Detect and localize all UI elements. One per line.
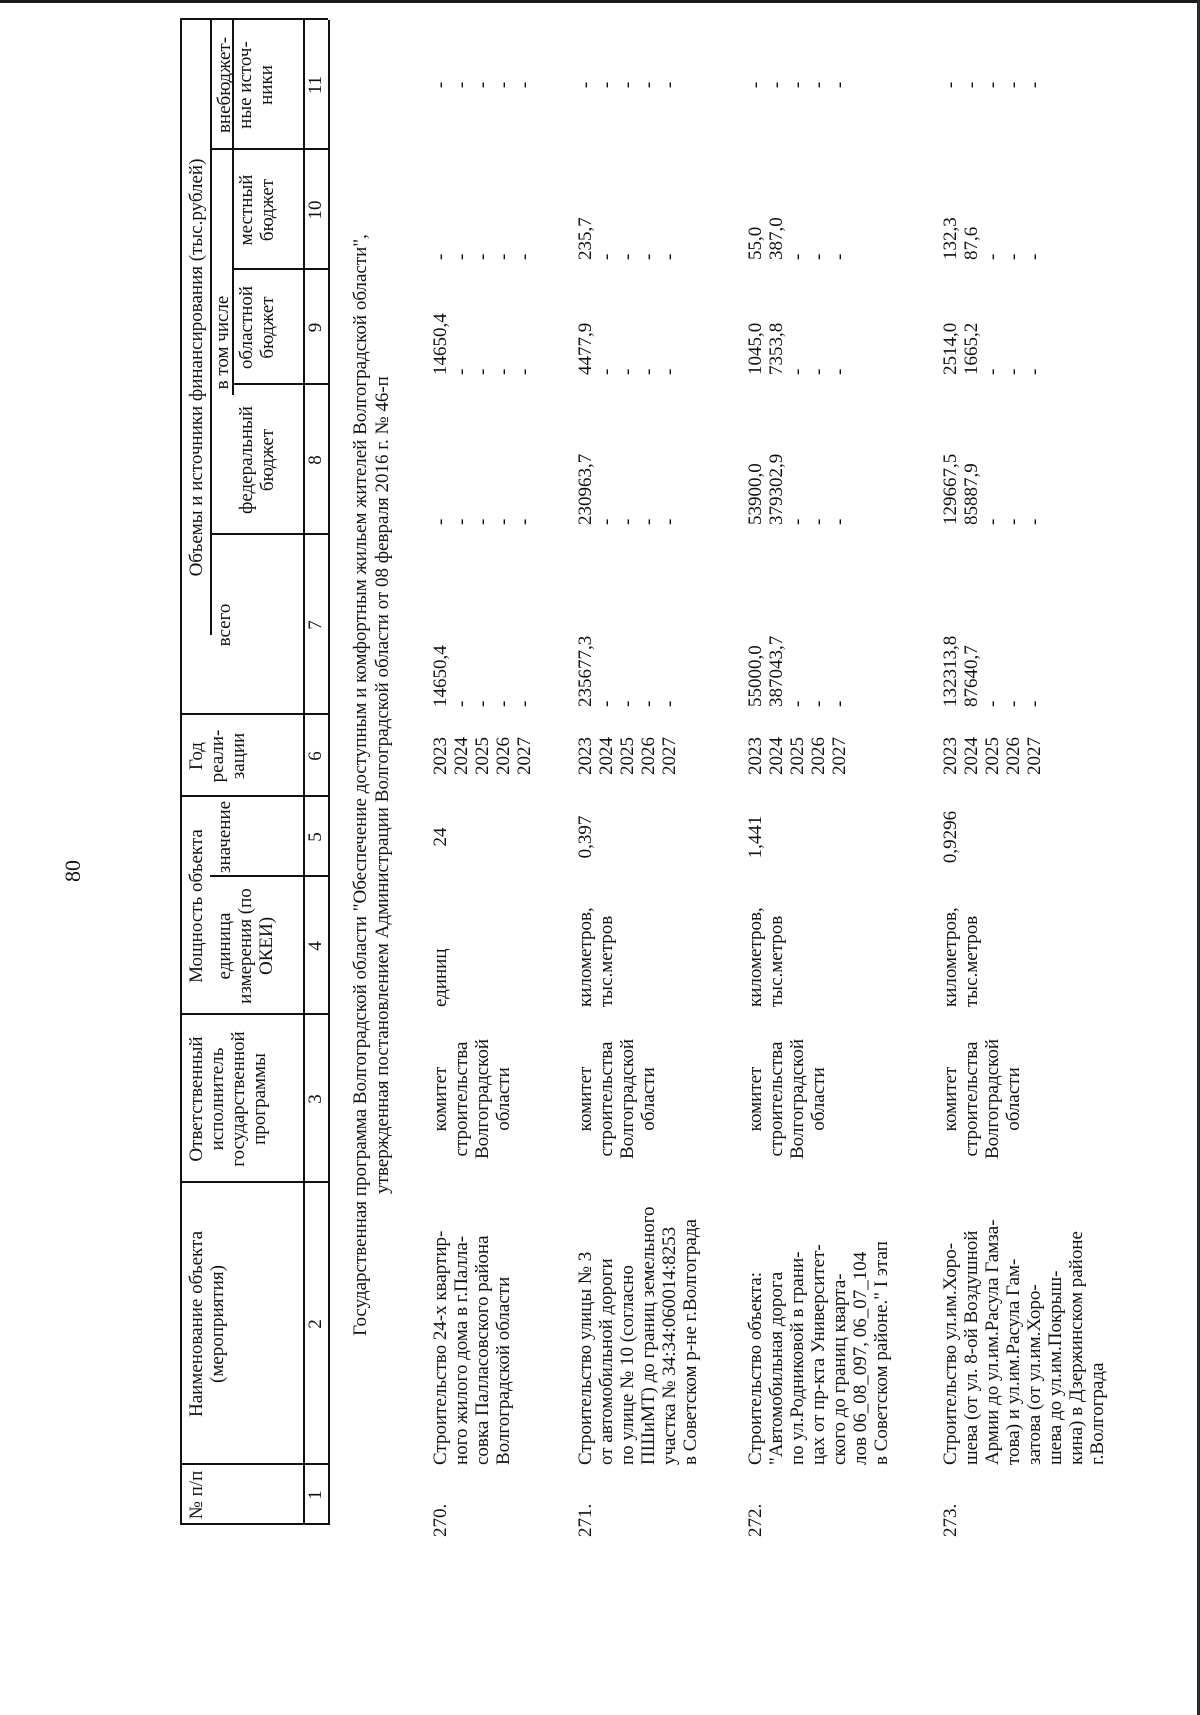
header-value: значение	[214, 800, 235, 874]
regional-amount: 14650,4 - - - -	[430, 313, 535, 375]
capacity-unit: единиц	[430, 948, 451, 1007]
row-number: 272.	[745, 1503, 766, 1537]
header-top-rule	[180, 20, 182, 1525]
header-unit: единица измерения (по ОКЕИ)	[214, 888, 277, 1004]
header-in-total: в том числе	[212, 295, 233, 390]
header-federal: федеральный бюджет	[236, 406, 278, 514]
row-number: 273.	[940, 1503, 961, 1537]
header-num: № п/п	[186, 1470, 207, 1520]
object-name: Строительство ул.им.Хоро- шева (от ул. 8-ой Воздушной Армии до ул.им.Расула Гамза- това) и ул.им.Расула Гам- затова (от ул.им.Хоро- шева до ул.им.Покрыш- кина) в Дзержинском районе г.Волгограда	[940, 1219, 1108, 1465]
header-year: Год реали- зации	[186, 729, 249, 783]
column-number: 1	[305, 1490, 326, 1500]
years: 2023 2024 2025 2026 2027	[430, 737, 535, 775]
total-amount: 55000,0 387043,7 - - -	[745, 635, 850, 707]
federal-amount: 129667,5 85887,9 - - -	[940, 453, 1045, 525]
years: 2023 2024 2025 2026 2027	[940, 737, 1045, 775]
page-number: 80	[60, 860, 85, 882]
column-number: 10	[305, 200, 326, 220]
header-extrabudget: внебюджет- ные источ- ники	[214, 36, 277, 134]
column-number: 11	[305, 75, 326, 95]
header-financing: Объемы и источники финансирования (тыс.рублей)	[186, 158, 207, 577]
capacity-unit: километров, тыс.метров	[940, 907, 982, 1007]
column-number: 9	[305, 322, 326, 333]
regional-amount: 2514,0 1665,2 - - -	[940, 322, 1045, 375]
object-name: Строительство улицы № 3 от автомобильной дороги по улице № 10 (согласно ПШиМТ) до границ земельного участка № 34:34:060014:8253 в Советском р-не г.Волгограда	[575, 1206, 701, 1465]
total-amount: 14650,4 - - - -	[430, 645, 535, 707]
row-number: 271.	[575, 1503, 596, 1537]
years: 2023 2024 2025 2026 2027	[745, 737, 850, 775]
total-amount: 235677,3 - - - -	[575, 635, 680, 707]
column-number: 8	[305, 455, 326, 465]
extrabudget-amount: - - - - -	[430, 81, 535, 89]
column-number: 2	[305, 1319, 326, 1329]
capacity-value: 1,441	[745, 815, 766, 859]
federal-amount: 230963,7 - - - -	[575, 453, 680, 525]
header-regional: областной бюджет	[236, 285, 278, 370]
header-executor: Ответственный исполнитель государственной программы	[186, 1031, 270, 1167]
local-amount: - - - - -	[430, 253, 535, 260]
executor: комитет строительства Волгоградской области	[430, 1039, 514, 1159]
extrabudget-amount: - - - - -	[575, 81, 680, 89]
capacity-unit: километров, тыс.метров	[745, 907, 787, 1007]
executor: комитет строительства Волгоградской области	[940, 1039, 1024, 1159]
header-name: Наименование объекта (мероприятия)	[186, 1230, 228, 1418]
header-capacity: Мощность объекта	[186, 829, 207, 983]
local-amount: 55,0 387,0 - - -	[745, 217, 850, 260]
capacity-value: 0,9296	[940, 810, 961, 864]
column-number: 6	[305, 751, 326, 761]
column-number: 3	[305, 1094, 326, 1104]
header-local: местный бюджет	[236, 174, 278, 246]
header-total: всего	[214, 603, 235, 647]
executor: комитет строительства Волгоградской области	[745, 1039, 829, 1159]
regional-amount: 1045,0 7353,8 - - -	[745, 322, 850, 375]
local-amount: 235,7 - - - -	[575, 217, 680, 260]
extrabudget-amount: - - - - -	[745, 81, 850, 89]
object-name: Строительство объекта: "Автомобильная дорога по ул.Родниковой в грани- цах от пр-кта Университет- ского до границ кварта- лов 06_08_097, 06_07_104 в Советском районе." I этап	[745, 1241, 892, 1465]
federal-amount: - - - - -	[430, 518, 535, 525]
column-number: 7	[305, 620, 326, 630]
column-number: 5	[305, 832, 326, 842]
extrabudget-amount: - - - - -	[940, 81, 1045, 89]
executor: комитет строительства Волгоградской области	[575, 1039, 659, 1159]
capacity-unit: километров, тыс.метров	[575, 907, 617, 1007]
row-number: 270.	[430, 1503, 451, 1537]
capacity-value: 24	[430, 827, 451, 847]
local-amount: 132,3 87,6 - - -	[940, 217, 1045, 260]
total-amount: 132313,8 87640,7 - - -	[940, 635, 1045, 707]
regional-amount: 4477,9 - - - -	[575, 322, 680, 375]
capacity-value: 0,397	[575, 815, 596, 859]
header-bottom-rule	[328, 20, 330, 1525]
column-number: 4	[305, 941, 326, 951]
federal-amount: 53900,0 379302,9 - - -	[745, 453, 850, 525]
years: 2023 2024 2025 2026 2027	[575, 737, 680, 775]
object-name: Строительство 24-х квартир- ного жилого дома в г.Палла- совка Палласовского района Волгоградской области	[430, 1230, 514, 1465]
program-title: Государственная программа Волгоградской области "Обеспечение доступным и комфортным жильем жителей Волгоградской области", утвержденная постановлением Администрации Волгоградской области от 08 февраля 2016 г. № 46-п	[350, 234, 393, 1336]
